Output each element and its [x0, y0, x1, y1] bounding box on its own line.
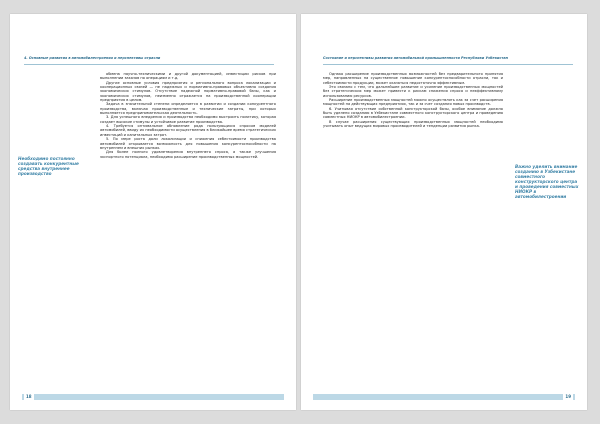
left-footer-bar [22, 394, 284, 400]
left-body-text [100, 72, 276, 159]
paragraph: обмена научно-техническими и другой документацией, инвестиции рисков при выполнении заказов по операциям и т.д. [100, 72, 276, 81]
right-footer-bar [313, 394, 575, 400]
paragraph: Другие основные условия предприятия и регионального вопроса локализации и кооперационных связей — не надежных и нормативно-правовых объективно создания экономических стимулов. Отсутствие надежной нормативно-правовой базы, как и экономических стимулов, неизменно отражается на производственной кооперации предприятия в целом. [100, 80, 276, 103]
left-page-number: 18 [26, 394, 32, 399]
left-margin-note: Необходимо постоянно создавать конкурентные средства внутреннее производство [18, 156, 79, 176]
paragraph: Для более полного удовлетворения внутреннего спроса, а также улучшения экспортного потенциала, необходимо расширение производственных мощностей. [100, 150, 276, 159]
left-running-header: 4. Основные развития в автомобилестроения и перспективы отрасли [24, 56, 274, 65]
paragraph: Расширение производственных мощностей можно осуществлять как за счет расширения мощностей на действующих предприятиях, так и за счет создания новых производств. [323, 98, 503, 107]
right-page-number: 19 [565, 394, 571, 399]
paragraph: Задача в значительной степени определяется в развитии и создании конкурентного производства, включая производственные и технические затраты, при которых выполняется предпринимательская деятельность. [100, 102, 276, 116]
right-running-header: Состояние и перспективы развития автомобильной промышленности Республики Узбекистан [323, 56, 573, 65]
right-page [301, 14, 587, 410]
paragraph: Однако расширение производственных возможностей без предварительного принятия мер, направленных на существенное повышение конкурентоспособности отрасли, так и себестоимости продукции, может оказаться недостаточно эффективным. [323, 72, 503, 85]
paragraph: 6. Учитывая отсутствие собственной конструкторской базы, особое внимание должно быть уделено созданию в Узбекистане совместного конструкторского центра и проведению совместных НИОКР в автомобилестроении. [323, 106, 503, 120]
right-margin-note: Важно уделить внимание созданию в Узбекистане совместного конструкторского центра и проведения совместных НИОКР в автомобилестроении [515, 164, 579, 199]
paragraph: 4. Требуется оптимальное обновление ряда пользующихся спросом моделей автомобилей, ввиду их необходимости осуществления в ближайшее время стратегических инвестиций и капитальных затрат. [100, 124, 276, 137]
paragraph: В случае расширения существующих производственных мощностей необходимо учитывать опыт ведущих мировых производителей и тенденции развития рынка. [323, 119, 503, 129]
paragraph: Это связано с тем, что дальнейшее развитие и усиление производственных мощностей без стратегических мер может привести к рискам снижения спроса и неэффективному использованию ресурсов. [323, 85, 503, 98]
right-body-text [323, 72, 503, 128]
paragraph: 5. По мере роста доли локализации и снижения себестоимости производства автомобилей открывается возможность для повышения конкурентоспособности на внутреннем и внешних рынках. [100, 137, 276, 150]
paragraph: 3. Для успешного внедрения и производства необходимо выстроить политику, которая создает высокие стимулы и устойчивое развитие производства. [100, 115, 276, 124]
left-page [10, 14, 296, 410]
